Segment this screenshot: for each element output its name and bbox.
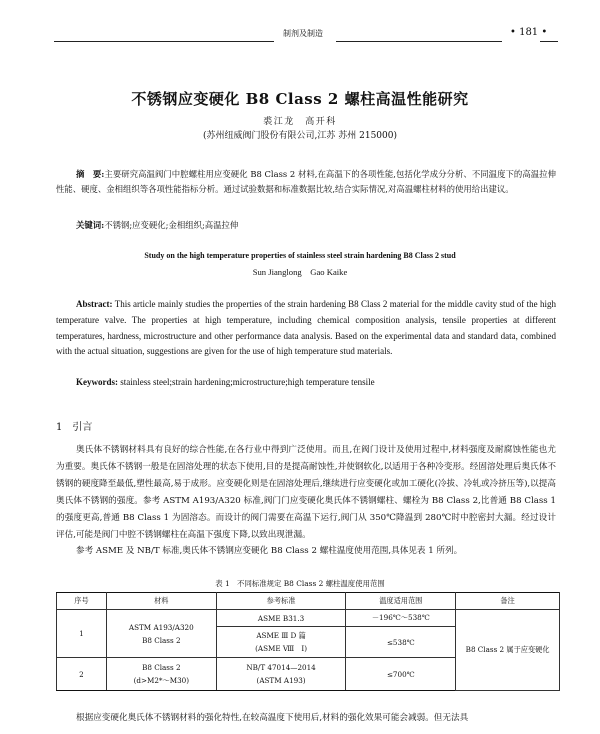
col-header-note: 备注 bbox=[456, 593, 560, 610]
body-paragraph-1: 奥氏体不锈钢材料具有良好的综合性能,在各行业中得到广泛使用。而且,在阀门设计及使用过程中,材料强度及耐腐蚀性能也尤为重要。奥氏体不锈钢一般是在固溶处理的状态下使用,目的是提高耐蚀性,并使钢软化,以适用于各种冷变形。经固溶处理后奥氏体不锈钢的硬度降至最低,塑性最高,易于成形。应变硬化则是在固溶处理后,继续进行应变硬化或加工硬化(冷拔、冷轧或冷挤压等),以提高奥氏体不锈钢的强度。参考 ASTM A193/A320 标准,阀门门应变硬化奥氏体不锈钢螺柱、螺栓为 B8 Class 2,比普通 B8 Class 1 的强度更高,普通 B8 Class 1 为固溶态。而设计的阀门需要在高温下运行,阀门从 350℃降温到 280℃时中腔密封大漏。经过设计评估,可能是阀门中腔不锈钢螺柱在高温下强度下降,以致出现泄漏。 bbox=[56, 445, 557, 540]
cell-standard: ASME Ⅲ D 篇 (ASME Ⅷ Ⅰ) bbox=[216, 627, 346, 658]
authors: 裘江龙 高开科 bbox=[263, 117, 337, 127]
section-heading: 1 引言 bbox=[56, 422, 93, 433]
cell-standard: ASME B31.3 bbox=[216, 610, 346, 627]
keywords-cn bbox=[76, 219, 556, 231]
english-title: Study on the high temperature properties of stainless steel strain hardening B8 Class 2 stud bbox=[144, 251, 456, 260]
keywords-en bbox=[76, 377, 556, 387]
header-rule-end bbox=[540, 41, 558, 42]
col-header-standard: 参考标准 bbox=[216, 593, 346, 610]
affiliation: (苏州纽威阀门股份有限公司,江苏 苏州 215000) bbox=[203, 131, 397, 141]
keywords-cn-text: 不锈钢;应变硬化;金相组织;高温拉伸 bbox=[104, 220, 239, 230]
col-header-range: 温度适用范围 bbox=[346, 593, 456, 610]
paper-title: 不锈钢应变硬化 B8 Class 2 螺柱高温性能研究 bbox=[131, 90, 469, 108]
col-header-no: 序号 bbox=[57, 593, 107, 610]
abstract-cn-text: 主要研究高温阀门中腔螺柱用应变硬化 B8 Class 2 材料,在高温下的各项性能,包括化学成分分析、不同温度下的高温拉伸性能、硬度、金相组织等各项性能指标分析。通过试验数据和标准数据比较,结合实际情况,对高温螺柱材料的使用给出建议。 bbox=[56, 169, 556, 194]
abstract-en bbox=[56, 297, 556, 360]
col-header-material: 材料 bbox=[106, 593, 216, 610]
abstract-cn-label: 摘 要: bbox=[76, 169, 105, 179]
english-authors: Sun Jianglong Gao Kaike bbox=[252, 267, 348, 277]
keywords-en-label: Keywords: bbox=[76, 377, 118, 387]
cell-material: ASTM A193/A320 B8 Class 2 bbox=[106, 610, 216, 658]
data-table bbox=[56, 592, 560, 691]
cell-no: 2 bbox=[57, 658, 107, 691]
cell-range: ≤700℃ bbox=[346, 658, 456, 691]
cell-no: 1 bbox=[57, 610, 107, 658]
table-row bbox=[57, 610, 560, 627]
header-rule-left bbox=[54, 41, 274, 42]
body-text bbox=[56, 442, 556, 560]
abstract-cn bbox=[56, 167, 556, 196]
abstract-en-label: Abstract: bbox=[76, 299, 113, 309]
keywords-cn-label: 关键词: bbox=[76, 220, 105, 230]
keywords-en-text: stainless steel;strain hardening;microstructure;high temperature tensile bbox=[120, 377, 375, 387]
header-section: 制剂及制造 bbox=[283, 29, 323, 38]
page-number: • 181 • bbox=[510, 27, 548, 38]
cell-note: B8 Class 2 属于应变硬化 bbox=[456, 610, 560, 691]
table-header-row bbox=[57, 593, 560, 610]
body-text-continued: 根据应变硬化奥氏体不锈钢材料的强化特性,在较高温度下使用后,材料的强化效果可能会减弱。但无法具 bbox=[76, 713, 469, 723]
cell-range: ≤538℃ bbox=[346, 627, 456, 658]
cell-standard: NB/T 47014—2014 (ASTM A193) bbox=[216, 658, 346, 691]
abstract-en-text: This article mainly studies the properties of the strain hardening B8 Class 2 material for the middle cavity stud of the high temperature valve. The properties at high temperature, including chemical composition analysis, tensile properties at different temperatures, hardness, microstructure and other performance data analysis. Based on the experimental data and standard data, combined with the actual situation, suggestions are given for the use of high temperature stud materials. bbox=[56, 299, 556, 357]
cell-range: －196℃～538℃ bbox=[346, 610, 456, 627]
header-rule-right bbox=[336, 41, 502, 42]
body-paragraph-2: 参考 ASME 及 NB/T 标准,奥氏体不锈钢应变硬化 B8 Class 2 螺柱温度使用范围,具体见表 1 所列。 bbox=[76, 546, 463, 557]
table-caption: 表 1 不同标准规定 B8 Class 2 螺柱温度使用范围 bbox=[215, 579, 385, 588]
running-header bbox=[0, 24, 600, 46]
cell-material: B8 Class 2 (d>M2*～M30) bbox=[106, 658, 216, 691]
